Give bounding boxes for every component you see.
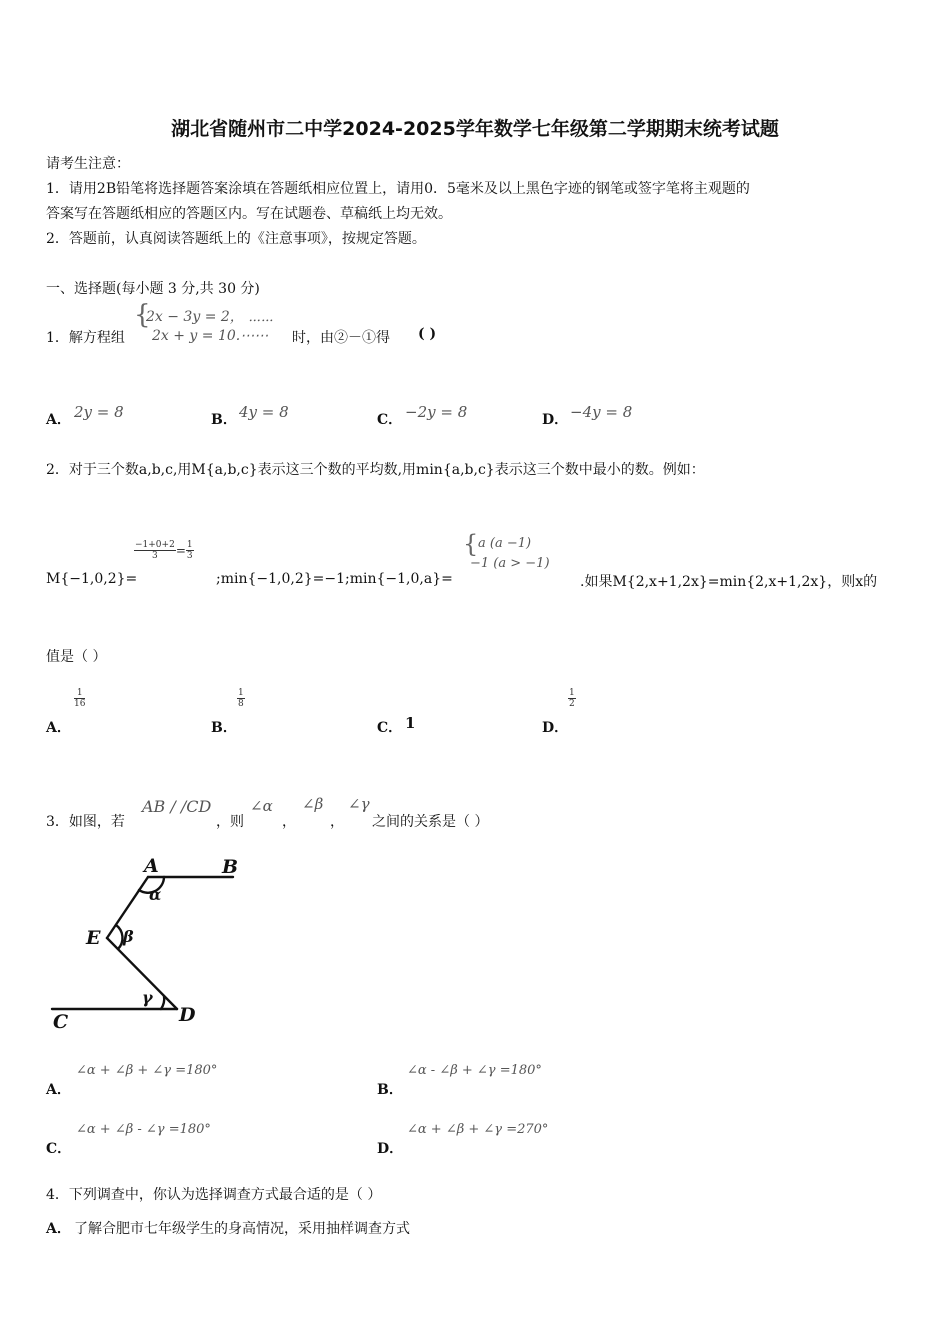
q1-option-c[interactable]: −2y = 8 (405, 403, 468, 421)
q3-option-a[interactable]: ∠α + ∠β + ∠γ =180° (76, 1063, 218, 1078)
q3-comma-1: ， (282, 814, 296, 830)
arc-beta (116, 925, 123, 949)
q2-m-prefix: M{−1,0,2}= (46, 571, 138, 587)
q4-stem: 4．下列调查中，你认为选择调查方式最合适的是（ ） (46, 1187, 382, 1203)
q1-option-d[interactable]: −4y = 8 (570, 403, 633, 421)
q3-comma-2: ， (330, 814, 344, 830)
label-b: B (222, 856, 239, 878)
q2-option-a-label[interactable]: A． (46, 720, 71, 736)
q2-option-c[interactable]: 1 (405, 714, 416, 732)
q2-frac-result: $\frac{1}{3}$ (186, 540, 193, 561)
q3-condition: AB / /CD (142, 797, 212, 816)
label-e: E (86, 927, 101, 949)
q1-paren: ( ) (418, 326, 437, 342)
q3-option-a-label[interactable]: A． (46, 1082, 71, 1098)
label-c: C (53, 1011, 69, 1033)
page-title: 湖北省随州市二中学2024-2025学年数学七年级第二学期期末统考试题 (171, 118, 779, 140)
q2-option-d[interactable]: $\frac{1}{2}$ (569, 688, 575, 709)
q3-option-b-label[interactable]: B． (377, 1082, 403, 1098)
q2-option-b[interactable]: $\frac{1}{8}$ (238, 688, 244, 709)
q1-prefix: 1．解方程组 (46, 330, 125, 346)
q1-option-a[interactable]: 2y = 8 (74, 403, 124, 421)
notice-heading: 请考生注意： (46, 156, 130, 172)
q2-option-a[interactable]: $\frac{1}{16}$ (74, 688, 86, 709)
q4-option-a-label[interactable]: A． (46, 1221, 71, 1237)
q2-intro: 2．对于三个数a,b,c,用M{a,b,c}表示这三个数的平均数,用min{a,b,c}表示这三个数中最小的数。例如： (46, 462, 705, 478)
q3-option-c[interactable]: ∠α + ∠β - ∠γ =180° (76, 1122, 211, 1137)
q2-option-b-label[interactable]: B． (211, 720, 237, 736)
q2-fraction: $\frac{-1+0+2}{3}$ = $\frac{1}{3}$ (135, 540, 193, 561)
notice-line-1: 1．请用2B铅笔将选择题答案涂填在答题纸相应位置上，请用0．5毫米及以上黑色字迹的钢笔或签字笔将主观题的 (46, 181, 750, 197)
q1-eq2: 2x + y = 10.⋯⋯ (152, 328, 269, 344)
q2-cases-brace: { (463, 530, 479, 558)
q4-option-a[interactable]: 了解合肥市七年级学生的身高情况，采用抽样调查方式 (74, 1221, 410, 1237)
q3-option-c-label[interactable]: C． (46, 1141, 72, 1157)
q3-then: ，则 (216, 814, 244, 830)
q1-eq1: 2x − 3y = 2， ⋯⋯ (146, 309, 274, 325)
label-beta: β (123, 927, 134, 946)
q3-angle-alpha: ∠α (250, 797, 273, 815)
label-gamma: γ (142, 988, 153, 1007)
q2-option-c-label[interactable]: C． (377, 720, 403, 736)
q2-option-d-label[interactable]: D． (542, 720, 569, 736)
q3-suffix: 之间的关系是（ ） (372, 814, 489, 830)
q1-option-b-label[interactable]: B． (211, 412, 237, 428)
notice-line-2: 答案写在答题纸相应的答题区内。写在试题卷、草稿纸上均无效。 (46, 206, 452, 222)
label-d: D (179, 1004, 196, 1026)
q1-suffix: 时，由②－①得 (292, 330, 390, 346)
q2-mid-text: ;min{−1,0,2}=−1;min{−1,0,a}= (216, 571, 453, 587)
arc-gamma (161, 996, 164, 1009)
q1-option-c-label[interactable]: C． (377, 412, 403, 428)
q2-tail: .如果M{2,x+1,2x}=min{2,x+1,2x}，则x的 (580, 574, 878, 590)
q3-angle-gamma: ∠γ (348, 795, 370, 813)
q3-figure (40, 850, 270, 1035)
q3-option-d-label[interactable]: D． (377, 1141, 404, 1157)
q2-case-1: a (a −1) (478, 536, 532, 551)
q3-option-d[interactable]: ∠α + ∠β + ∠γ =270° (407, 1122, 549, 1137)
q3-angle-beta: ∠β (302, 795, 324, 813)
section-heading: 一、选择题(每小题 3 分,共 30 分) (46, 281, 260, 297)
label-alpha: α (149, 885, 162, 904)
q3-prefix: 3．如图，若 (46, 814, 125, 830)
q1-option-d-label[interactable]: D． (542, 412, 569, 428)
q2-case-2: −1 (a > −1) (470, 556, 550, 571)
label-a: A (144, 855, 159, 877)
notice-line-3: 2．答题前，认真阅读答题纸上的《注意事项》，按规定答题。 (46, 231, 426, 247)
q3-option-b[interactable]: ∠α - ∠β + ∠γ =180° (407, 1063, 542, 1078)
q1-brace: { (134, 300, 151, 330)
q1-option-a-label[interactable]: A． (46, 412, 71, 428)
q2-frac-main: $\frac{-1+0+2}{3}$ (135, 540, 175, 561)
q1-option-b[interactable]: 4y = 8 (239, 403, 289, 421)
q2-tail-2: 值是（ ） (46, 649, 107, 665)
